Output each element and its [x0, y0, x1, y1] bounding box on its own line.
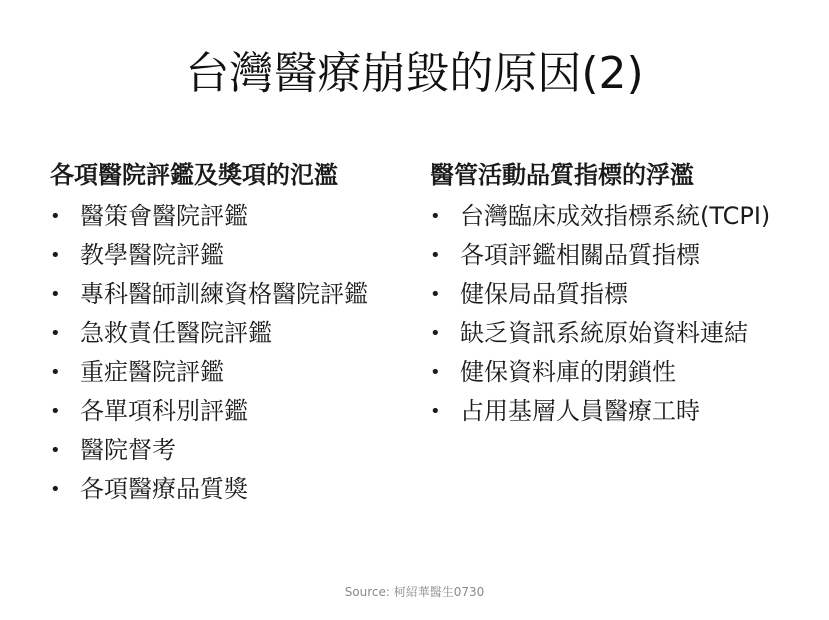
bullet-icon: •: [430, 206, 441, 227]
list-item-text: 健保資料庫的閉鎖性: [460, 358, 676, 386]
source-footnote: Source: 柯紹華醫生0730: [344, 585, 485, 599]
right-column: [430, 158, 790, 434]
bullet-icon: •: [430, 401, 441, 422]
bullet-icon: •: [50, 362, 61, 383]
left-column-heading: 各項醫院評鑑及獎項的氾濫: [50, 161, 338, 189]
list-item: [50, 473, 405, 506]
list-item-text: 教學醫院評鑑: [80, 241, 224, 269]
right-column-heading: 醫管活動品質指標的浮濫: [430, 161, 694, 189]
bullet-icon: •: [50, 440, 61, 461]
list-item-text: 醫院督考: [80, 436, 176, 464]
list-item-text: 重症醫院評鑑: [80, 358, 224, 386]
list-item: [50, 317, 405, 350]
bullet-icon: •: [430, 362, 441, 383]
bullet-icon: •: [50, 479, 61, 500]
bullet-icon: •: [50, 245, 61, 266]
list-item-text: 專科醫師訓練資格醫院評鑑: [80, 280, 368, 308]
list-item: [50, 356, 405, 389]
list-item: [430, 239, 790, 272]
list-item: [50, 278, 405, 311]
list-item: [430, 395, 790, 428]
bullet-icon: •: [430, 245, 441, 266]
bullet-icon: •: [50, 206, 61, 227]
slide-title: 台灣醫療崩毀的原因(2): [185, 48, 644, 99]
bullet-icon: •: [430, 323, 441, 344]
list-item: [50, 434, 405, 467]
bullet-icon: •: [50, 401, 61, 422]
list-item: [50, 395, 405, 428]
left-column: [50, 158, 405, 512]
list-item: [430, 200, 790, 233]
bullet-icon: •: [430, 284, 441, 305]
list-item: [50, 239, 405, 272]
right-bullet-list: [430, 200, 790, 428]
list-item: [50, 200, 405, 233]
list-item-text: 占用基層人員醫療工時: [460, 397, 700, 425]
left-bullet-list: [50, 200, 405, 506]
list-item-text: 缺乏資訊系統原始資料連結: [460, 319, 748, 347]
list-item-text: 台灣臨床成效指標系統(TCPI): [460, 202, 771, 230]
bullet-icon: •: [50, 284, 61, 305]
list-item-text: 醫策會醫院評鑑: [80, 202, 248, 230]
list-item-text: 各項評鑑相關品質指標: [460, 241, 700, 269]
list-item-text: 急救責任醫院評鑑: [80, 319, 272, 347]
list-item: [430, 278, 790, 311]
list-item: [430, 317, 790, 350]
list-item-text: 各單項科別評鑑: [80, 397, 248, 425]
bullet-icon: •: [50, 323, 61, 344]
list-item: [430, 356, 790, 389]
list-item-text: 健保局品質指標: [460, 280, 628, 308]
list-item-text: 各項醫療品質獎: [80, 475, 248, 503]
